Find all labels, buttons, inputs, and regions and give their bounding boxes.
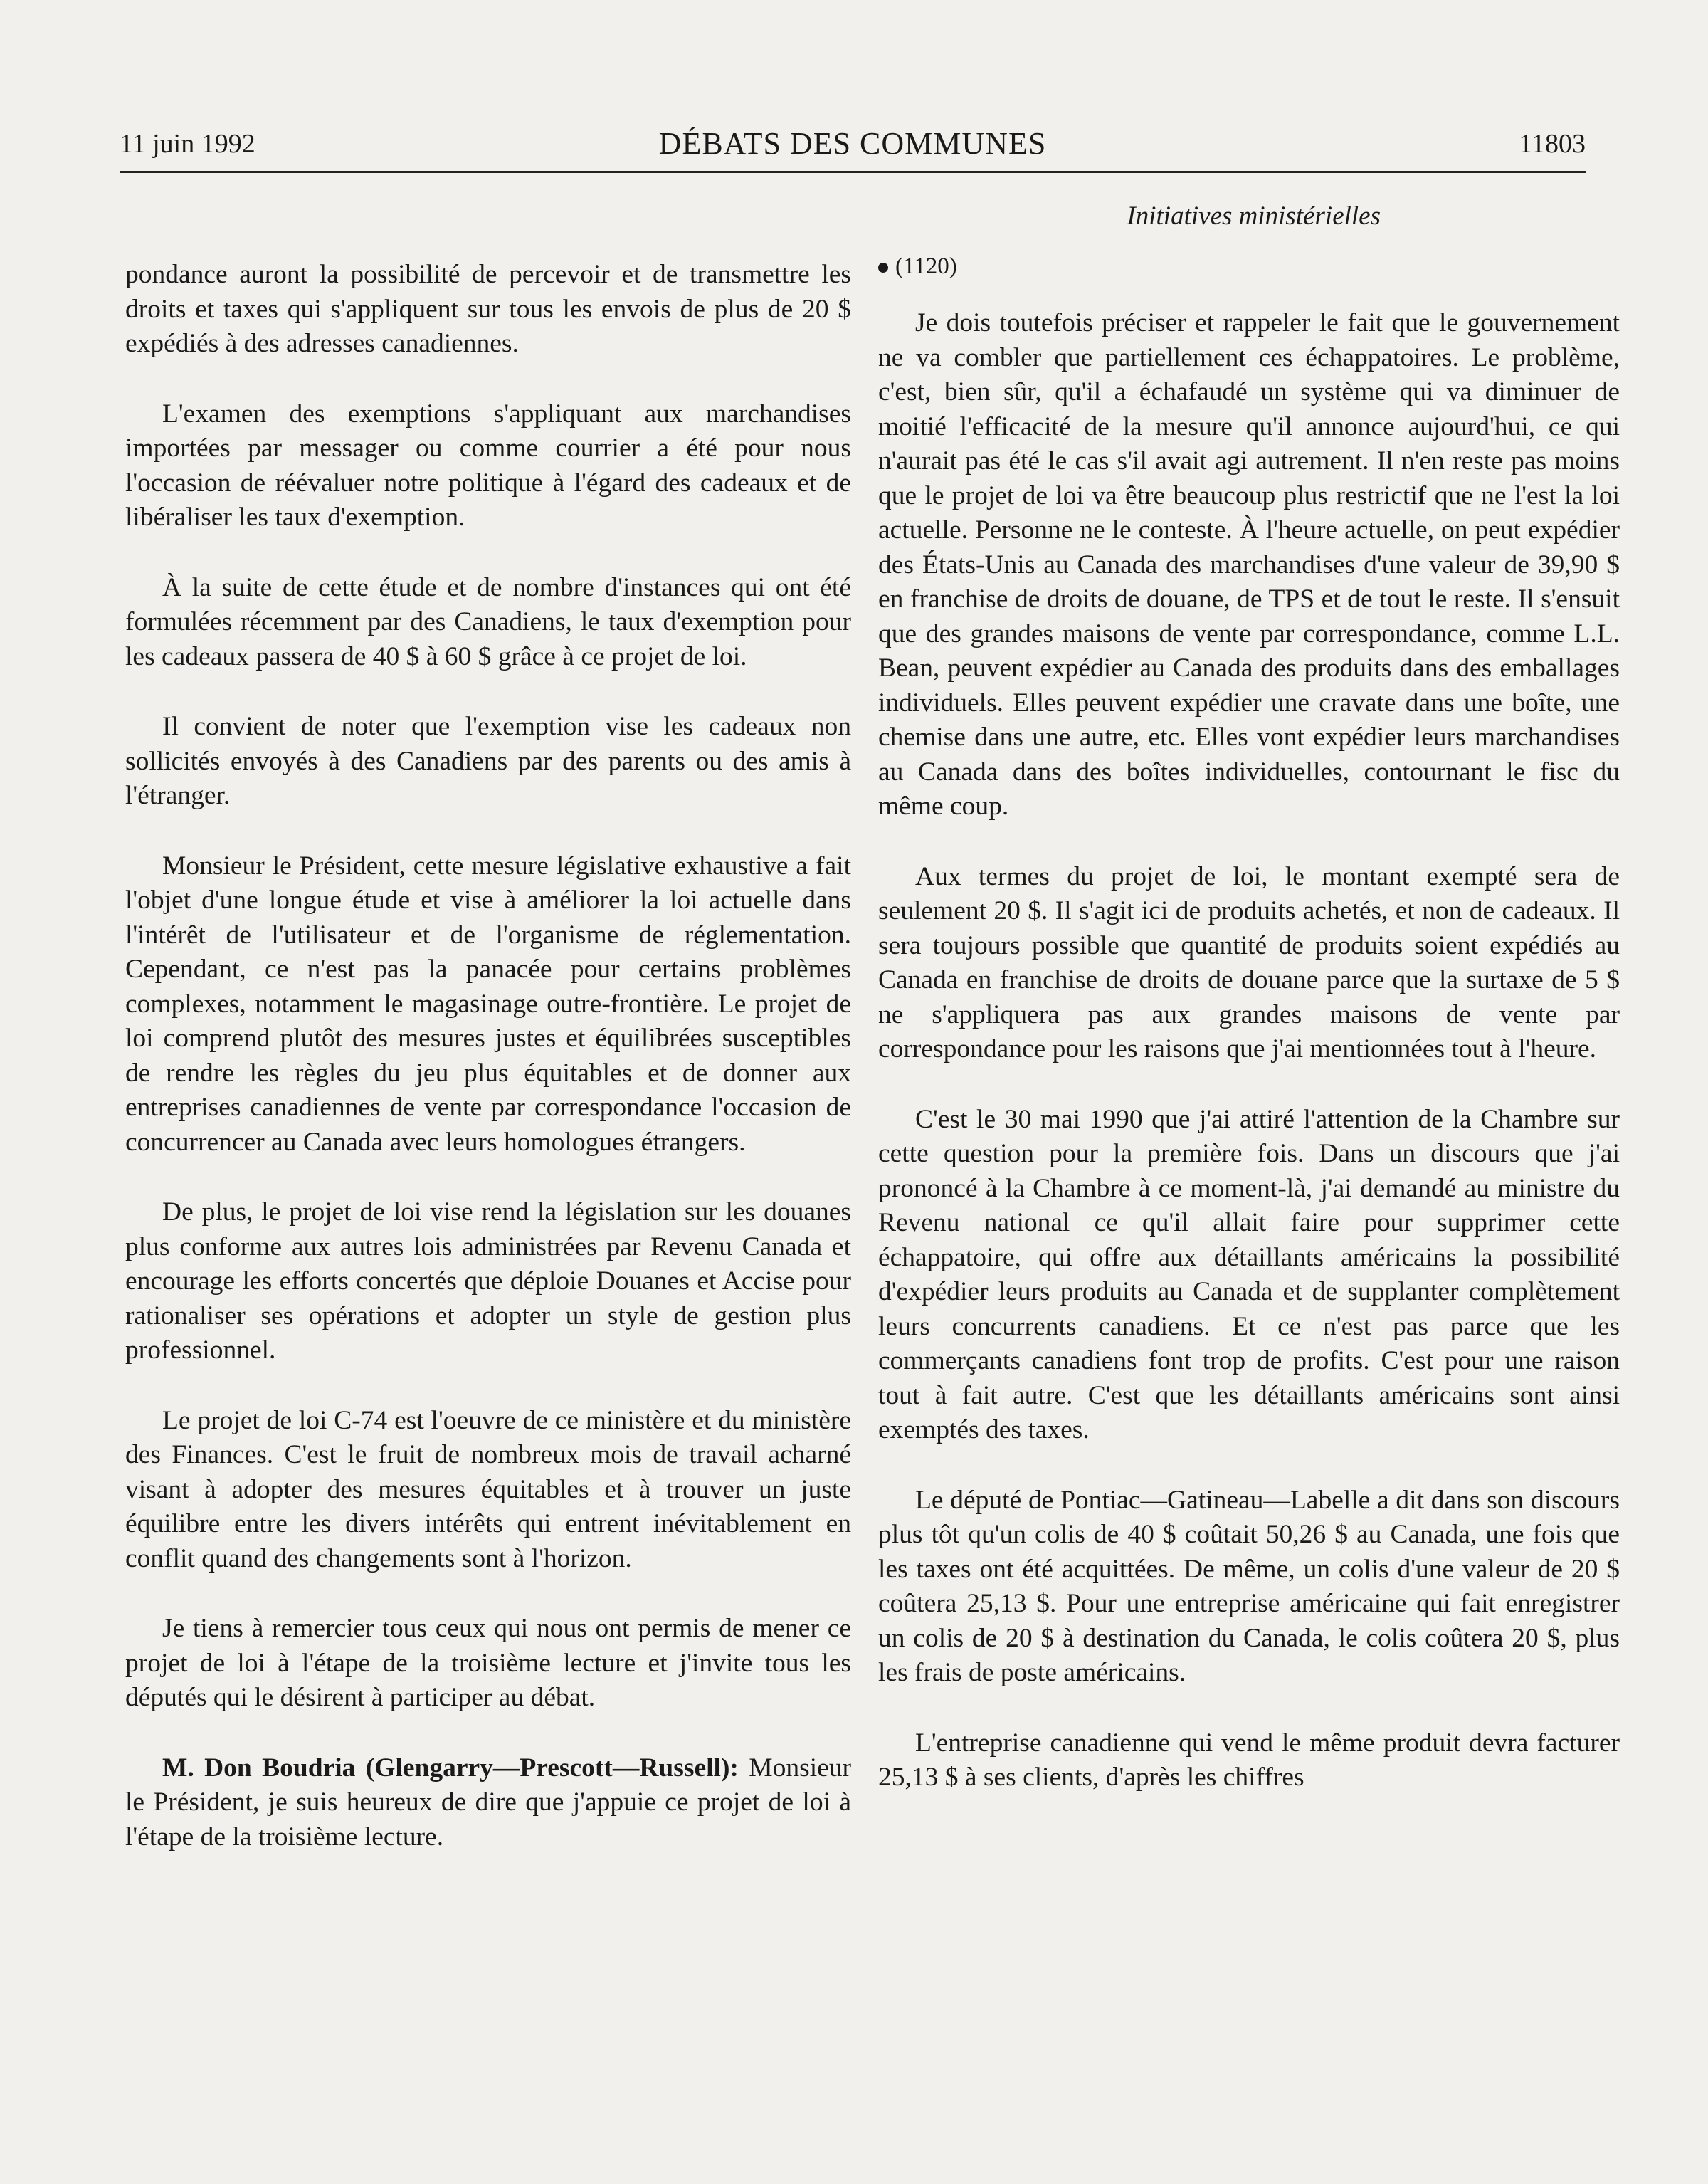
paragraph: L'examen des exemptions s'appliquant aux marchandises importées par messager ou comme courrier a été pour nous l'occasion de réévaluer notre politique à l'égard des cadeaux et de libéraliser les taux d'exemption. (125, 399, 851, 532)
paragraph: C'est le 30 mai 1990 que j'ai attiré l'attention de la Chambre sur cette question pour la première fois. Dans un discours que j'ai prononcé à la Chambre à ce moment-là, j'ai demandé au ministre du Revenu national ce qu'il allait faire pour supprimer cette échappatoire, qui offre aux détaillants américains la possibilité d'expédier leurs produits au Canada et de supplanter complètement leurs concurrents canadiens. Et ce n'est pas parce que les commerçants canadiens font trop de profits. C'est pour une raison tout à fait autre. C'est que les détaillants américains sont ainsi exemptés des taxes. (878, 1104, 1620, 1444)
paragraph: De plus, le projet de loi vise rend la législation sur les douanes plus conforme aux autres lois administrées par Revenu Canada et encourage les efforts concertés que déploie Douanes et Accise pour rationaliser ses opérations et adopter un style de gestion plus professionnel. (125, 1197, 851, 1365)
paragraph: Aux termes du projet de loi, le montant exempté sera de seulement 20 $. Il s'agit ici de produits achetés, et non de cadeaux. Il sera toujours possible que quantité de produits soient expédiés au Canada en franchise de droits de douane parce que la surtaxe de 5 $ ne s'appliquera pas aux grandes maisons de vente par correspondance pour les raisons que j'ai mentionnées tout à l'heure. (878, 861, 1620, 1064)
bullet-icon (878, 263, 888, 273)
right-column (878, 253, 1620, 1831)
speaker-text: Monsieur le Président, je suis heureux de dire que j'appuie ce projet de loi à l'étape de la troisième lecture. (125, 1753, 852, 1852)
paragraph: Le député de Pontiac—Gatineau—Labelle a dit dans son discours plus tôt qu'un colis de 40 $ coûtait 50,26 $ au Canada, une fois que les taxes ont été acquittées. De même, un colis d'une valeur de 20 $ coûtera 25,13 $. Pour une entreprise américaine qui fait enregistrer un colis de 20 $ à destination du Canada, le colis coûtera 20 $, plus les frais de poste américains. (878, 1485, 1620, 1687)
page-header (120, 125, 1586, 173)
left-column (125, 258, 851, 1890)
paragraph: L'entreprise canadienne qui vend le même produit devra facturer 25,13 $ à ses clients, d'après les chiffres (878, 1728, 1620, 1792)
paragraph: Il convient de noter que l'exemption vise les cadeaux non sollicités envoyés à des Canadiens par des parents ou des amis à l'étranger. (125, 712, 851, 810)
speaker-name: M. Don Boudria (Glengarry—Prescott—Russell): (162, 1753, 739, 1783)
paragraph: Je dois toutefois préciser et rappeler le fait que le gouvernement ne va combler que partiellement ces échappatoires. Le problème, c'est, bien sûr, qu'il a échafaudé un système qui va diminuer de moitié l'efficacité de la mesure qu'il annonce aujourd'hui, ce qui n'aurait pas été le cas s'il avait agi autrement. Il n'en reste pas moins que le projet de loi va être beaucoup plus restrictif que ne l'est la loi actuelle. Personne ne le conteste. À l'heure actuelle, on peut expédier des États-Unis au Canada des marchandises d'une valeur de 39,90 $ en franchise de droits de douane, de TPS et de tout le reste. Il s'ensuit que des grandes maisons de vente par correspondance, comme L.L. Bean, peuvent expédier au Canada des produits dans des emballages individuels. Elles peuvent expédier une cravate dans une boîte, une chemise dans une autre, etc. Elles vont expédier leurs marchandises au Canada dans des boîtes individuelles, contournant le fisc du même coup. (878, 308, 1620, 821)
paragraph: À la suite de cette étude et de nombre d'instances qui ont été formulées récemment par des Canadiens, le taux d'exemption pour les cadeaux passera de 40 $ à 60 $ grâce à ce projet de loi. (125, 572, 851, 671)
section-label: Initiatives ministérielles (1127, 201, 1381, 231)
timestamp-text: (1120) (895, 253, 957, 279)
header-date: 11 juin 1992 (120, 129, 255, 159)
paragraph: Je tiens à remercier tous ceux qui nous ont permis de mener ce projet de loi à l'étape de la troisième lecture et j'invite tous les députés qui le désirent à participer au débat. (125, 1614, 851, 1712)
speaker-paragraph (125, 1751, 851, 1855)
paragraph: pondance auront la possibilité de percevoir et de transmettre les droits et taxes qui s'appliquent sur tous les envois de plus de 20 $ expédiés à des adresses canadiennes. (125, 260, 851, 358)
header-page-number: 11803 (1519, 129, 1586, 159)
header-title: DÉBATS DES COMMUNES (658, 126, 1047, 161)
paragraph: Le projet de loi C-74 est l'oeuvre de ce ministère et du ministère des Finances. C'est le fruit de nombreux mois de travail acharné visant à adopter des mesures équitables et à trouver un juste équilibre entre les divers intérêts qui entrent inévitablement en conflit quand des changements sont à l'horizon. (125, 1405, 851, 1573)
paragraph: Monsieur le Président, cette mesure législative exhaustive a fait l'objet d'une longue étude et vise à améliorer la loi actuelle dans l'intérêt de l'utilisateur et de l'organisme de réglementation. Cependant, ce n'est pas la panacée pour certains problèmes complexes, notamment le magasinage outre-frontière. Le projet de loi comprend plutôt des mesures justes et équilibrées susceptibles de rendre les règles du jeu plus équitables et de donner aux entreprises canadiennes de vente par correspondance l'occasion de concurrencer au Canada avec leurs homologues étrangers. (125, 851, 851, 1157)
timestamp (878, 252, 1620, 280)
